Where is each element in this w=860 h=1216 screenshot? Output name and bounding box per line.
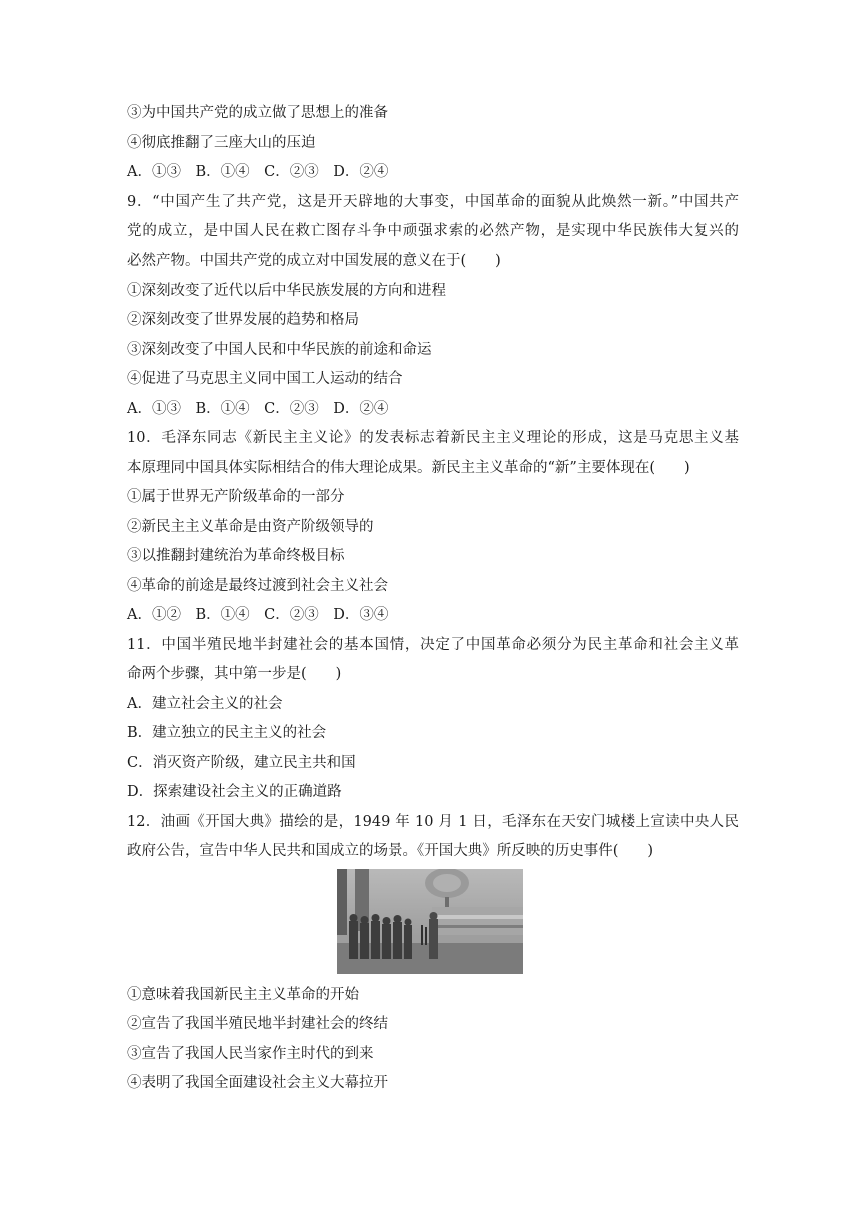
q12-stem-line-2: 政府公告，宣告中华人民共和国成立的场景。《开国大典》所反映的历史事件( ) bbox=[127, 843, 654, 859]
q11-choice-b: B．建立独立的民主主义的社会 bbox=[127, 725, 327, 741]
q11-choice-c: C．消灭资产阶级，建立民主共和国 bbox=[127, 755, 356, 771]
q10-option-1: ①属于世界无产阶级革命的一部分 bbox=[127, 489, 345, 505]
q9-answer-choices: A．①③ B．①④ C．②③ D．②④ bbox=[127, 401, 389, 417]
q10-option-4: ④革命的前途是最终过渡到社会主义社会 bbox=[127, 578, 388, 594]
q9-option-1: ①深刻改变了近代以后中华民族发展的方向和进程 bbox=[127, 283, 446, 299]
q9-stem-line-3: 必然产物。中国共产党的成立对中国发展的意义在于( ) bbox=[127, 253, 501, 269]
q10-option-2: ②新民主主义革命是由资产阶级领导的 bbox=[127, 519, 374, 535]
q9-stem-line-2: 党的成立，是中国人民在救亡图存斗争中顽强求索的必然产物，是实现中华民族伟大复兴的 bbox=[127, 223, 739, 239]
q10-option-3: ③以推翻封建统治为革命终极目标 bbox=[127, 548, 345, 564]
q11-choice-a: A．建立社会主义的社会 bbox=[127, 696, 283, 712]
q10-stem-line-1: 10．毛泽东同志《新民主主义论》的发表标志着新民主主义理论的形成，这是马克思主义基 bbox=[127, 430, 739, 446]
q9-option-2: ②深刻改变了世界发展的趋势和格局 bbox=[127, 312, 359, 328]
q10-answer-choices: A．①② B．①④ C．②③ D．③④ bbox=[127, 607, 389, 623]
q12-option-4: ④表明了我国全面建设社会主义大幕拉开 bbox=[127, 1075, 388, 1091]
q9-option-3: ③深刻改变了中国人民和中华民族的前途和命运 bbox=[127, 342, 432, 358]
q8-answer-choices: A．①③ B．①④ C．②③ D．②④ bbox=[127, 164, 389, 180]
q10-stem-line-2: 本原理同中国具体实际相结合的伟大理论成果。新民主主义革命的“新”主要体现在( ) bbox=[127, 460, 690, 476]
q12-option-2: ②宣告了我国半殖民地半封建社会的终结 bbox=[127, 1016, 388, 1032]
q9-stem-line-1: 9．“中国产生了共产党，这是开天辟地的大事变，中国革命的面貌从此焕然一新。”中国共产 bbox=[127, 194, 739, 210]
q8-option-4: ④彻底推翻了三座大山的压迫 bbox=[127, 135, 316, 151]
q12-stem-line-1: 12．油画《开国大典》描绘的是，1949 年 10 月 1 日，毛泽东在天安门城楼上宣读中央人民 bbox=[127, 814, 739, 830]
q12-option-1: ①意味着我国新民主主义革命的开始 bbox=[127, 987, 359, 1003]
q12-option-3: ③宣告了我国人民当家作主时代的到来 bbox=[127, 1046, 374, 1062]
q11-choice-d: D．探索建设社会主义的正确道路 bbox=[127, 784, 342, 800]
q11-stem-line-1: 11．中国半殖民地半封建社会的基本国情，决定了中国革命必须分为民主革命和社会主义革 bbox=[127, 637, 739, 653]
q9-option-4: ④促进了马克思主义同中国工人运动的结合 bbox=[127, 371, 403, 387]
founding-ceremony-painting bbox=[337, 869, 523, 974]
q8-option-3: ③为中国共产党的成立做了思想上的准备 bbox=[127, 105, 388, 121]
q11-stem-line-2: 命两个步骤，其中第一步是( ) bbox=[127, 666, 342, 682]
